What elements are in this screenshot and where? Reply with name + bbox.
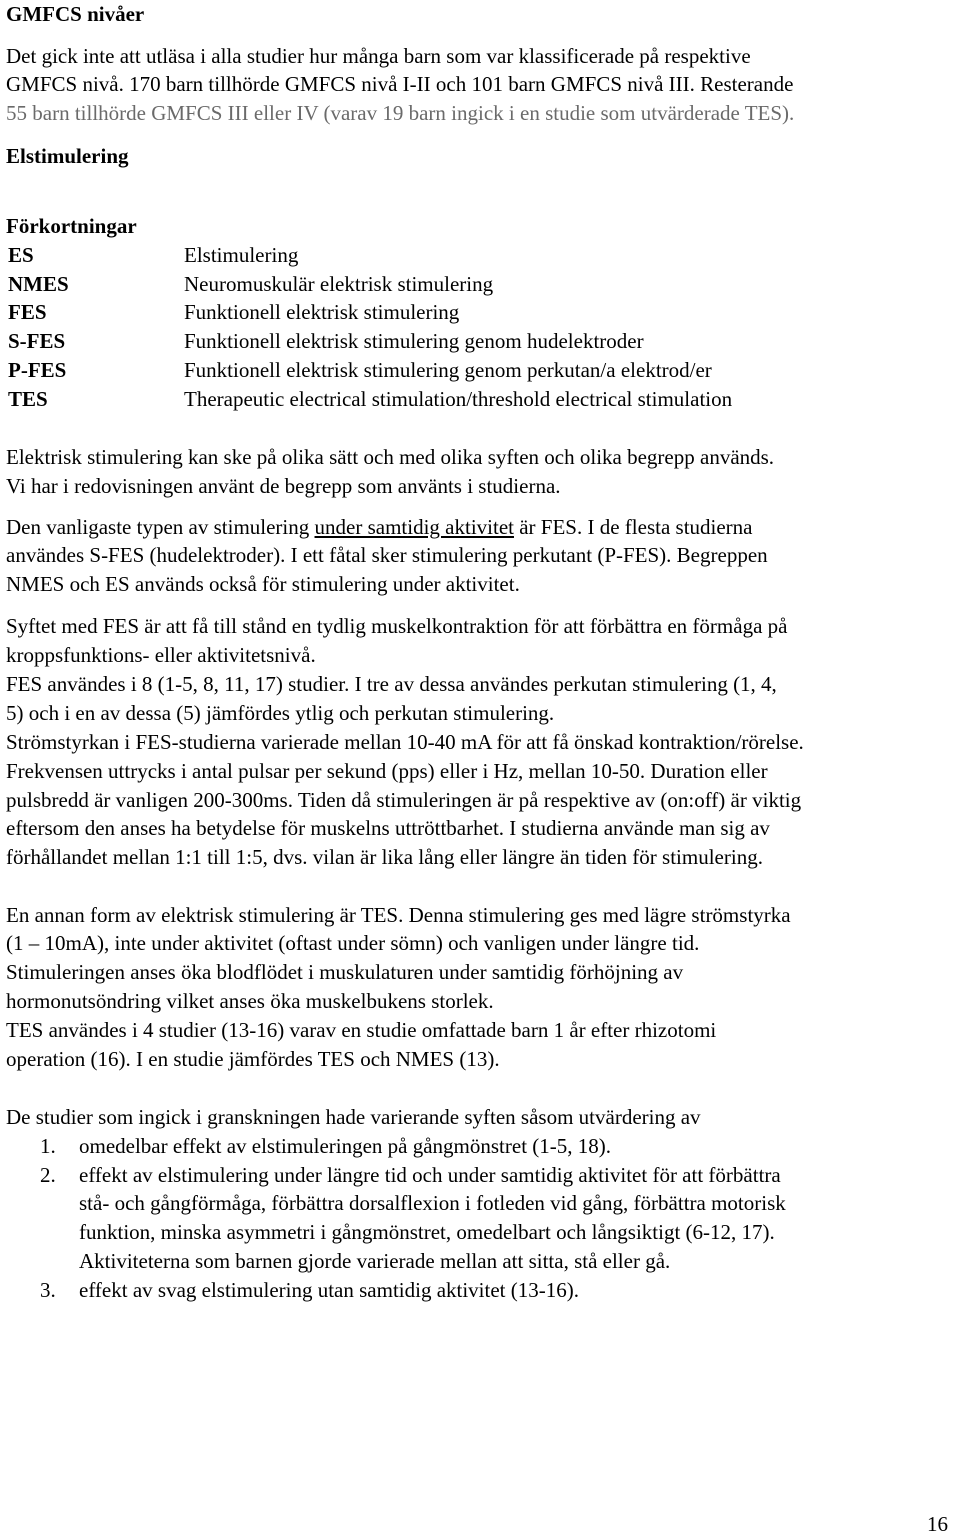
heading-gmfcs: GMFCS nivåer [6, 2, 145, 26]
paragraph-line: FES användes i 8 (1-5, 8, 11, 17) studier. I tre av dessa användes perkutan stimulering (1, 4, [6, 672, 777, 696]
paragraph-line: Elektrisk stimulering kan ske på olika sätt och med olika syften och olika begrepp används. [6, 445, 775, 469]
abbreviation-value: Funktionell elektrisk stimulering [184, 300, 460, 324]
paragraph-line: hormonutsöndring vilket anses öka muskelbukens storlek. [6, 989, 494, 1013]
section-title-elstimulering: Elstimulering [6, 144, 129, 168]
paragraph-line: En annan form av elektrisk stimulering är TES. Denna stimulering ges med lägre strömstyrka [6, 903, 791, 927]
paragraph-line: TES användes i 4 studier (13-16) varav en studie omfattade barn 1 år efter rhizotomi [6, 1018, 717, 1042]
paragraph-line: Frekvensen uttrycks i antal pulsar per sekund (pps) eller i Hz, mellan 10-50. Duration eller [6, 759, 768, 783]
abbreviation-key: FES [8, 300, 47, 324]
list-item: stå- och gångförmåga, förbättra dorsalflexion i fotleden vid gång, förbättra motorisk [79, 1191, 786, 1215]
abbreviation-key: TES [8, 387, 48, 411]
abbreviation-key: S-FES [8, 329, 66, 353]
paragraph-line: pulsbredd är vanligen 200-300ms. Tiden då stimuleringen är på respektive av (on:off) är viktig [6, 788, 802, 812]
abbreviation-key: P-FES [8, 358, 67, 382]
paragraph-line: eftersom den anses ha betydelse för muskelns uttröttbarhet. I studierna använde man sig av [6, 816, 770, 840]
paragraph-line: förhållandet mellan 1:1 till 1:5, dvs. vilan är lika lång eller längre än tiden för stimulering. [6, 845, 763, 869]
abbreviation-value: Neuromuskulär elektrisk stimulering [184, 272, 494, 296]
list-item: effekt av elstimulering under längre tid och under samtidig aktivitet för att förbättra [79, 1163, 781, 1187]
paragraph-line: operation (16). I en studie jämfördes TES och NMES (13). [6, 1047, 500, 1071]
list-number: 3. [40, 1278, 56, 1302]
abbreviation-value: Funktionell elektrisk stimulering genom perkutan/a elektrod/er [184, 358, 712, 382]
paragraph-line [6, 513, 753, 542]
paragraph-line: kroppsfunktions- eller aktivitetsnivå. [6, 643, 316, 667]
abbreviation-value: Elstimulering [184, 243, 299, 267]
abbreviation-value: Funktionell elektrisk stimulering genom hudelektroder [184, 329, 644, 353]
list-item: Aktiviteterna som barnen gjorde varierade mellan att sitta, stå eller gå. [79, 1249, 671, 1273]
abbreviation-key: NMES [8, 272, 69, 296]
paragraph-line: Stimuleringen anses öka blodflödet i muskulaturen under samtidig förhöjning av [6, 960, 684, 984]
abbreviation-value: Therapeutic electrical stimulation/threshold electrical stimulation [184, 387, 733, 411]
abbreviation-key: ES [8, 243, 34, 267]
paragraph-line: 5) och i en av dessa (5) jämfördes ytlig och perkutan stimulering. [6, 701, 555, 725]
paragraph-line: Strömstyrkan i FES-studierna varierade mellan 10-40 mA för att få önskad kontraktion/rörelse. [6, 730, 804, 754]
paragraph-text: Den vanligaste typen av stimulering [6, 515, 315, 539]
list-number: 2. [40, 1163, 56, 1187]
underlined-phrase: under samtidig aktivitet [314, 515, 514, 539]
gmfcs-line: 55 barn tillhörde GMFCS III eller IV (varav 19 barn ingick i en studie som utvärderade TES). [6, 101, 795, 125]
paragraph-line: Syftet med FES är att få till stånd en tydlig muskelkontraktion för att förbättra en förmåga på [6, 614, 788, 638]
list-item: effekt av svag elstimulering utan samtidig aktivitet (13-16). [79, 1278, 579, 1302]
page-number: 16 [927, 1512, 948, 1536]
paragraph-line: NMES och ES används också för stimulering under aktivitet. [6, 572, 520, 596]
gmfcs-line: Det gick inte att utläsa i alla studier hur många barn som var klassificerade på respektive [6, 44, 751, 68]
list-intro: De studier som ingick i granskningen hade varierande syften såsom utvärdering av [6, 1105, 701, 1129]
abbreviations-title: Förkortningar [6, 214, 137, 238]
gmfcs-line [6, 70, 793, 99]
paragraph-line: användes S-FES (hudelektroder). I ett fåtal sker stimulering perkutant (P-FES). Begreppen [6, 543, 768, 567]
list-item: funktion, minska asymmetri i gångmönstret, omedelbart och långsiktigt (6-12, 17). [79, 1220, 775, 1244]
paragraph-text: är FES. I de flesta studierna [513, 515, 753, 539]
paragraph-line: (1 – 10mA), inte under aktivitet (oftast under sömn) och vanligen under längre tid. [6, 931, 700, 955]
list-item: omedelbar effekt av elstimuleringen på gångmönstret (1-5, 18). [79, 1134, 612, 1158]
list-number: 1. [40, 1134, 56, 1158]
paragraph-line: Vi har i redovisningen använt de begrepp som använts i studierna. [6, 474, 561, 498]
gmfcs-line-text: GMFCS nivå. 170 barn tillhörde GMFCS nivå I-II och 101 barn GMFCS nivå III. Resterande [6, 72, 794, 96]
